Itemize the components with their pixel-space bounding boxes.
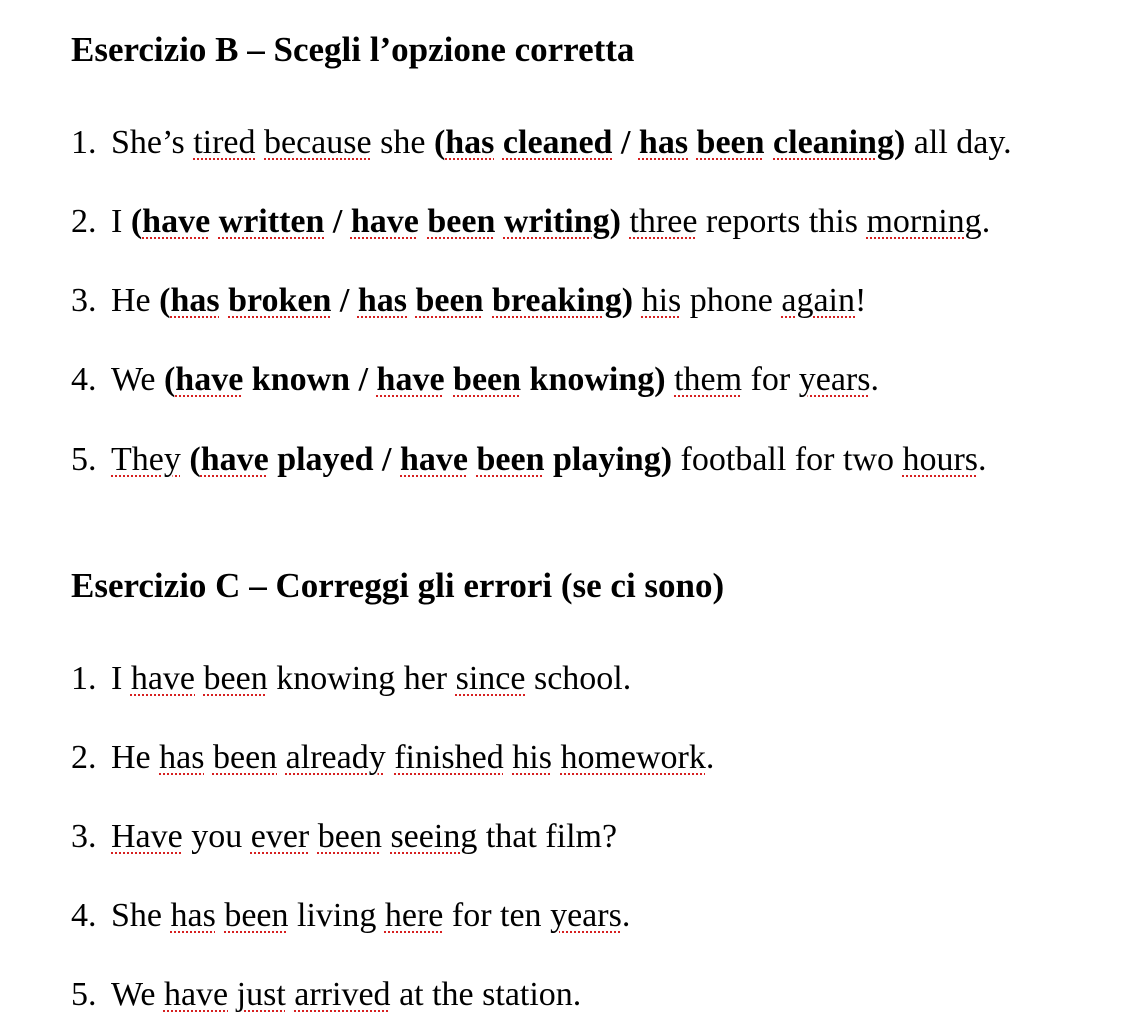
item-text: [111, 203, 990, 240]
spellcheck-flagged-word: been: [203, 660, 268, 697]
bold-option-flagged-word: been: [453, 361, 522, 398]
item-text: [111, 976, 581, 1013]
bold-option-flagged-word: been: [476, 441, 545, 478]
bold-option-text: /: [331, 282, 358, 319]
text-segment: [204, 739, 213, 776]
bold-option-text: ): [893, 124, 906, 161]
text-segment: .: [870, 361, 879, 398]
bold-option-flagged-word: broken: [228, 282, 332, 319]
text-segment: [256, 124, 265, 161]
bold-option-flagged-word: has: [445, 124, 495, 161]
text-segment: at the station.: [390, 976, 582, 1013]
bold-option-text: (: [130, 203, 143, 240]
bold-option-text: [220, 282, 229, 319]
bold-option-text: /: [612, 124, 639, 161]
bold-option-text: [468, 441, 477, 478]
spellcheck-flagged-word: already: [285, 739, 386, 776]
spellcheck-flagged-word: his: [512, 739, 552, 776]
spellcheck-flagged-word: since: [455, 660, 526, 697]
spellcheck-flagged-word: hours: [902, 441, 979, 478]
item-text: [111, 897, 630, 934]
exercise-b-item-3: [71, 281, 866, 321]
text-segment: [277, 739, 286, 776]
bold-option-text: knowing): [521, 361, 666, 398]
text-segment: We: [111, 976, 164, 1013]
spellcheck-flagged-word: because: [264, 124, 372, 161]
bold-option-text: [210, 203, 219, 240]
bold-option-text: [688, 124, 697, 161]
bold-option-flagged-word: have: [175, 361, 244, 398]
bold-option-text: [495, 203, 504, 240]
spellcheck-flagged-word: seeing: [390, 818, 478, 855]
bold-option-flagged-word: have: [350, 203, 419, 240]
text-segment: knowing her: [267, 660, 456, 697]
spellcheck-flagged-word: have: [163, 976, 229, 1013]
text-segment: [286, 976, 295, 1013]
item-text: [111, 124, 1012, 161]
bold-option-text: (: [433, 124, 446, 161]
text-segment: He: [111, 282, 160, 319]
text-segment: [666, 361, 675, 398]
spellcheck-flagged-word: his: [641, 282, 682, 319]
text-segment: .: [981, 203, 991, 240]
text-segment: she: [371, 124, 434, 161]
bold-option-flagged-word: has: [638, 124, 689, 161]
bold-option-flagged-word: writing: [503, 203, 610, 240]
bold-option-flagged-word: been: [696, 124, 765, 161]
spellcheck-flagged-word: been: [212, 739, 278, 776]
bold-option-text: [445, 361, 454, 398]
spellcheck-flagged-word: have: [130, 660, 196, 697]
text-segment: [309, 818, 318, 855]
spellcheck-flagged-word: just: [236, 976, 286, 1013]
item-text: [111, 361, 879, 398]
bold-option-text: [765, 124, 774, 161]
text-segment: .: [621, 897, 631, 934]
text-segment: football for two: [672, 441, 903, 478]
item-text: [111, 282, 866, 319]
exercise-b-item-5: [71, 440, 987, 480]
bold-option-text: playing): [544, 441, 673, 478]
spellcheck-flagged-word: ever: [250, 818, 310, 855]
text-segment: for: [742, 361, 799, 398]
spellcheck-flagged-word: tired: [193, 124, 256, 161]
exercise-c-item-1: [71, 659, 631, 699]
item-number: 1.: [71, 660, 97, 697]
exercise-b-item-1: [71, 123, 1012, 163]
spellcheck-flagged-word: here: [384, 897, 444, 934]
text-segment: [633, 282, 642, 319]
text-segment: I: [111, 203, 131, 240]
bold-option-flagged-word: have: [400, 441, 468, 478]
text-segment: school.: [525, 660, 632, 697]
bold-option-text: (: [159, 282, 171, 319]
text-segment: I: [111, 660, 131, 697]
item-number: 2.: [71, 739, 97, 776]
bold-option-text: [407, 282, 416, 319]
bold-option-text: [494, 124, 503, 161]
text-segment: He: [111, 739, 160, 776]
item-number: 3.: [71, 818, 97, 855]
bold-option-text: /: [324, 203, 351, 240]
text-segment: [195, 660, 204, 697]
bold-option-text: played /: [268, 441, 400, 478]
item-number: 2.: [71, 203, 97, 240]
bold-option-text: known /: [243, 361, 377, 398]
item-text: [111, 818, 617, 855]
exercise-c-item-2: [71, 738, 714, 778]
item-number: 5.: [71, 441, 97, 478]
text-segment: you: [182, 818, 251, 855]
exercise-b-item-4: [71, 360, 879, 400]
text-segment: for ten: [443, 897, 551, 934]
text-segment: She’s: [111, 124, 194, 161]
spellcheck-flagged-word: finished: [394, 739, 504, 776]
bold-option-flagged-word: breaking: [492, 282, 622, 319]
text-segment: [386, 739, 395, 776]
text-segment: She: [111, 897, 171, 934]
text-segment: !: [855, 282, 867, 319]
item-text: [111, 739, 714, 776]
text-segment: living: [288, 897, 385, 934]
item-number: 4.: [71, 897, 97, 934]
text-segment: reports this: [697, 203, 867, 240]
spellcheck-flagged-word: again: [781, 282, 856, 319]
bold-option-flagged-word: have: [200, 441, 269, 478]
bold-option-flagged-word: have: [142, 203, 211, 240]
bold-option-flagged-word: has: [170, 282, 220, 319]
exercise-c-item-4: [71, 896, 630, 936]
bold-option-flagged-word: been: [415, 282, 484, 319]
bold-option-flagged-word: been: [427, 203, 496, 240]
spellcheck-flagged-word: been: [317, 818, 382, 855]
text-segment: [228, 976, 237, 1013]
spellcheck-flagged-word: Have: [111, 818, 183, 855]
bold-option-flagged-word: has: [357, 282, 408, 319]
text-segment: all day.: [905, 124, 1012, 161]
spellcheck-flagged-word: them: [674, 361, 743, 398]
item-number: 4.: [71, 361, 97, 398]
exercise-c-item-5: [71, 975, 581, 1015]
spellcheck-flagged-word: morning: [866, 203, 982, 240]
bold-option-text: (: [163, 361, 176, 398]
spellcheck-flagged-word: years: [550, 897, 622, 934]
exercise-c-item-3: [71, 817, 617, 857]
item-text: [111, 660, 631, 697]
bold-option-flagged-word: cleaned: [502, 124, 613, 161]
spellcheck-flagged-word: homework: [560, 739, 706, 776]
bold-option-text: [484, 282, 493, 319]
spellcheck-flagged-word: They: [111, 441, 181, 478]
item-number: 3.: [71, 282, 97, 319]
item-number: 5.: [71, 976, 97, 1013]
exercise-b-title: Esercizio B – Scegli l’opzione corretta: [71, 30, 635, 69]
bold-option-flagged-word: written: [218, 203, 325, 240]
bold-option-flagged-word: cleaning: [773, 124, 894, 161]
exercise-b-item-2: [71, 202, 990, 242]
text-segment: [504, 739, 513, 776]
text-segment: .: [705, 739, 715, 776]
spellcheck-flagged-word: has: [159, 739, 205, 776]
text-segment: .: [978, 441, 987, 478]
spellcheck-flagged-word: been: [224, 897, 289, 934]
spellcheck-flagged-word: three: [629, 203, 698, 240]
spellcheck-flagged-word: years: [798, 361, 871, 398]
bold-option-flagged-word: have: [376, 361, 445, 398]
text-segment: We: [111, 361, 164, 398]
bold-option-text: (: [189, 441, 201, 478]
bold-option-text: ): [609, 203, 621, 240]
bold-option-text: ): [621, 282, 634, 319]
item-number: 1.: [71, 124, 97, 161]
spellcheck-flagged-word: has: [170, 897, 216, 934]
exercise-c-title: Esercizio C – Correggi gli errori (se ci sono): [71, 566, 725, 605]
text-segment: phone: [681, 282, 782, 319]
item-text: [111, 441, 987, 478]
spellcheck-flagged-word: arrived: [294, 976, 391, 1013]
text-segment: that film?: [477, 818, 618, 855]
